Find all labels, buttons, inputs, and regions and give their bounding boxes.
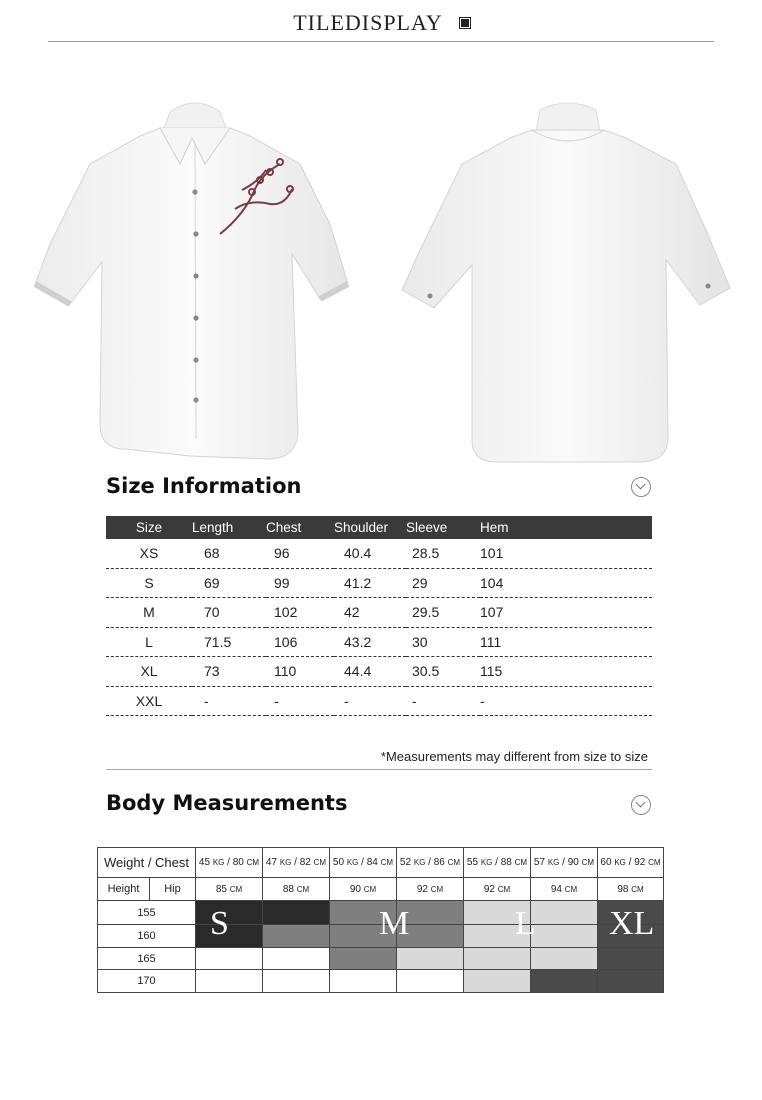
size-info-title: Size Information [106,474,302,498]
weight-value: 57 [533,857,546,868]
weight-chest-label: Weight / Chest [103,855,190,870]
height-value: 165 [137,952,156,965]
weight-chest-cell [463,847,531,878]
weight-chest-header [97,847,196,878]
cm-unit: CM [380,858,394,867]
size-grid-cell [195,900,263,925]
table-cell: 101 [480,539,652,568]
weight-chest-value: 57 KG / 90 CM [533,857,595,868]
size-grid-cell [597,900,664,925]
measurement-note: *Measurements may different from size to size [380,749,648,764]
size-grid-cell [195,924,263,948]
size-grid-cell [597,947,664,970]
table-cell: 71.5 [192,627,266,657]
kg-unit: KG [614,858,626,867]
table-cell: - [266,686,334,716]
table-cell: 111 [480,627,652,657]
size-grid-cell [262,900,330,925]
weight-chest-cell [329,847,397,878]
cm-unit: CM [564,884,578,894]
chest-value: 80 [232,857,244,868]
weight-chest-cell [396,847,464,878]
size-label-m: M [379,905,410,942]
column-header: Chest [266,516,334,539]
weight-chest-cell [597,847,664,878]
weight-chest-value: 45 KG / 80 CM [198,857,260,868]
kg-unit: KG [547,858,560,867]
size-grid-cell [597,969,664,993]
size-grid-cell [329,969,397,993]
hip-value: 85 [215,883,227,895]
hip-value-group [350,884,376,895]
table-cell: 73 [192,657,266,687]
table-cell: 104 [480,568,652,598]
size-label-xl: XL [609,905,655,942]
table-cell: 42 [334,598,406,628]
height-row-label [97,924,196,948]
table-cell: - [192,686,266,716]
table-row [106,539,652,568]
table-cell: 68 [192,539,266,568]
table-cell: 107 [480,598,652,628]
weight-value: 60 [600,857,612,868]
height-value: 170 [137,975,156,987]
size-grid-cell [463,900,531,925]
table-cell: 115 [480,657,652,687]
hip-value: 88 [282,883,294,895]
size-grid-cell [396,969,464,993]
size-label-s: S [210,905,229,942]
hip-cell [597,877,664,901]
height-row-label [97,947,196,970]
weight-chest-value: 55 KG / 88 CM [466,857,528,868]
hip-header [149,877,196,901]
brand-header [0,10,762,36]
hip-value: 98 [617,883,629,895]
column-header: Length [192,516,266,539]
table-cell: 30 [406,627,480,657]
size-grid-cell [463,969,531,993]
table-cell: M [106,598,192,628]
table-row [106,686,652,716]
chevron-down-icon[interactable] [631,795,651,815]
size-grid-cell [597,924,664,948]
height-row-label [97,969,196,993]
table-cell: L [106,627,192,657]
table-cell: 102 [266,598,334,628]
table-row [106,627,652,657]
size-table-header [106,516,652,539]
size-grid-cell [262,947,330,970]
shirt-front-image [30,94,360,464]
weight-chest-value: 50 KG / 84 CM [332,857,394,868]
table-row [106,598,652,628]
table-cell: 44.4 [334,657,406,687]
shirt-back-image [400,100,734,464]
column-header: Shoulder [334,516,406,539]
cm-unit: CM [313,858,327,867]
size-grid-cell [396,924,464,948]
hip-value-group [417,884,443,895]
weight-value: 55 [466,857,479,868]
size-grid-cell [195,969,263,993]
cm-unit: CM [296,884,310,894]
cm-unit: CM [363,884,377,894]
size-grid-cell [530,947,598,970]
table-row [106,657,652,687]
hip-value: 92 [416,883,428,895]
kg-unit: KG [413,858,426,867]
hip-value-group [551,884,577,895]
column-header: Hem [480,516,652,539]
weight-chest-value: 60 KG / 92 CM [600,857,661,868]
cm-unit: CM [514,858,528,867]
chest-value: 88 [500,857,512,868]
size-label-l: L [515,905,536,942]
weight-chest-cell [530,847,598,878]
hip-cell [262,877,330,901]
size-table [106,516,652,716]
chest-value: 92 [634,857,646,868]
table-cell: 29 [406,568,480,598]
table-cell: 29.5 [406,598,480,628]
table-cell: XL [106,657,192,687]
table-cell: XXL [106,686,192,716]
kg-unit: KG [480,858,493,867]
table-cell: 28.5 [406,539,480,568]
table-cell: - [334,686,406,716]
column-header: Sleeve [406,516,480,539]
table-cell: 96 [266,539,334,568]
square-icon [461,19,469,27]
size-grid-cell [329,924,397,948]
kg-unit: KG [212,858,225,867]
height-value: 160 [137,930,156,942]
cm-unit: CM [631,884,644,894]
weight-chest-cell [195,847,263,878]
hip-value-group [484,884,510,895]
size-grid-cell [329,900,397,925]
table-cell: 110 [266,657,334,687]
table-cell: 40.4 [334,539,406,568]
weight-value: 45 [198,857,211,868]
size-grid-cell [530,924,598,948]
table-cell: S [106,568,192,598]
table-cell: 69 [192,568,266,598]
table-row [106,568,652,598]
cm-unit: CM [447,858,461,867]
table-cell: - [406,686,480,716]
size-grid-cell [463,947,531,970]
table-cell: 106 [266,627,334,657]
kg-unit: KG [346,858,359,867]
chest-value: 84 [366,857,378,868]
table-cell: XS [106,539,192,568]
height-value: 155 [137,906,156,919]
hip-value: 90 [349,883,361,895]
cm-unit: CM [229,884,243,894]
height-header [97,877,150,901]
hip-value: 92 [483,883,495,895]
body-measurements-title: Body Measurements [106,791,348,815]
table-cell: 30.5 [406,657,480,687]
cm-unit: CM [497,884,511,894]
body-measurement-grid [97,847,663,992]
hip-cell [463,877,531,901]
hip-cell [530,877,598,901]
weight-value: 52 [399,857,412,868]
cm-unit: CM [581,858,595,867]
weight-value: 50 [332,857,345,868]
height-row-label [97,900,196,925]
cm-unit: CM [648,858,661,867]
height-label: Height [107,883,140,895]
table-cell: - [480,686,652,716]
hip-cell [396,877,464,901]
chest-value: 86 [433,857,445,868]
size-grid-cell [262,969,330,993]
chevron-down-icon[interactable] [631,477,651,497]
table-cell: 43.2 [334,627,406,657]
size-grid-cell [262,924,330,948]
brand-title: TILEDISPLAY [293,10,443,35]
header-divider [48,41,714,42]
table-cell: 99 [266,568,334,598]
weight-chest-cell [262,847,330,878]
cm-unit: CM [246,858,260,867]
hip-value-group [617,884,643,895]
size-grid-cell [530,900,598,925]
hip-value-group [283,884,309,895]
table-cell: 70 [192,598,266,628]
weight-value: 47 [265,857,278,868]
size-grid-cell [195,947,263,970]
note-divider [106,769,652,770]
size-grid-cell [329,947,397,970]
hip-cell [329,877,397,901]
size-grid-cell [396,947,464,970]
hip-cell [195,877,263,901]
weight-chest-value: 52 KG / 86 CM [399,857,461,868]
kg-unit: KG [279,858,292,867]
hip-value-group [216,884,242,895]
cm-unit: CM [430,884,444,894]
chest-value: 82 [299,857,311,868]
size-grid-cell [396,900,464,925]
weight-chest-value: 47 KG / 82 CM [265,857,327,868]
size-grid-cell [463,924,531,948]
size-grid-cell [530,969,598,993]
chest-value: 90 [567,857,579,868]
table-cell: 41.2 [334,568,406,598]
column-header: Size [106,516,192,539]
hip-value: 94 [550,883,562,895]
hip-label: Hip [164,883,181,895]
